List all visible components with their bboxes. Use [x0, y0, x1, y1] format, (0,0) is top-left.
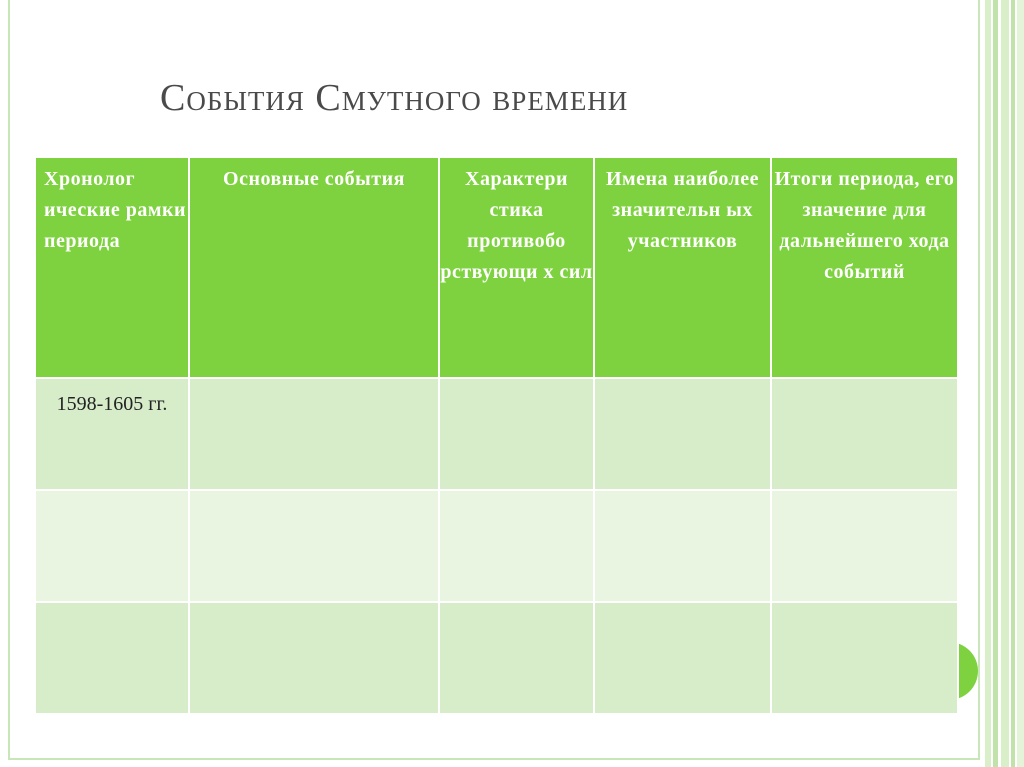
- table-cell[interactable]: [189, 378, 439, 490]
- table-cell[interactable]: [439, 602, 594, 714]
- cell-text: [440, 379, 593, 389]
- table-cell[interactable]: [771, 378, 958, 490]
- table-cell[interactable]: [594, 602, 771, 714]
- decor-stripe: [993, 0, 998, 767]
- cell-text: [440, 491, 593, 501]
- cell-text: [772, 491, 957, 501]
- cell-text: [190, 603, 438, 613]
- cell-text: [190, 491, 438, 501]
- table-row: [35, 602, 958, 714]
- table-cell[interactable]: [594, 490, 771, 602]
- header-label: Характери стика противобо рствующи х сил: [440, 168, 593, 283]
- table-cell[interactable]: [771, 490, 958, 602]
- header-cell-participants: [594, 157, 771, 378]
- cell-text: [772, 603, 957, 613]
- cell-text: [36, 603, 188, 613]
- cell-text: [772, 379, 957, 389]
- header-label: Хронолог ические рамки периода: [44, 168, 187, 252]
- table-cell[interactable]: [189, 490, 439, 602]
- header-label: Основные события: [223, 168, 405, 190]
- header-cell-events: [189, 157, 439, 378]
- decor-stripe: [1011, 0, 1015, 767]
- cell-text: [595, 491, 770, 501]
- header-label: Имена наиболее значительн ых участников: [605, 168, 760, 252]
- header-cell-chronology: [35, 157, 189, 378]
- cell-text: [440, 603, 593, 613]
- table-cell[interactable]: [439, 378, 594, 490]
- cell-text: [190, 379, 438, 389]
- slide-title: События Смутного времени: [160, 77, 629, 119]
- table-cell[interactable]: [35, 490, 189, 602]
- table-cell[interactable]: [189, 602, 439, 714]
- table-header-row: [35, 157, 958, 378]
- decor-stripe: [1017, 0, 1024, 767]
- cell-text: [36, 491, 188, 501]
- events-table: [34, 156, 959, 715]
- header-cell-results: [771, 157, 958, 378]
- table-cell[interactable]: [439, 490, 594, 602]
- table-cell[interactable]: [35, 378, 189, 490]
- table-cell[interactable]: [594, 378, 771, 490]
- table-cell[interactable]: [35, 602, 189, 714]
- cell-text: [595, 379, 770, 389]
- cell-text: 1598-1605 гг.: [56, 393, 168, 415]
- decor-stripe: [985, 0, 991, 767]
- header-cell-forces: [439, 157, 594, 378]
- header-label: Итоги периода, его значение для дальнейшего хода событий: [774, 168, 955, 283]
- table-cell[interactable]: [771, 602, 958, 714]
- cell-text: [595, 603, 770, 613]
- table-row: [35, 378, 958, 490]
- decor-stripe: [1001, 0, 1009, 767]
- table-row: [35, 490, 958, 602]
